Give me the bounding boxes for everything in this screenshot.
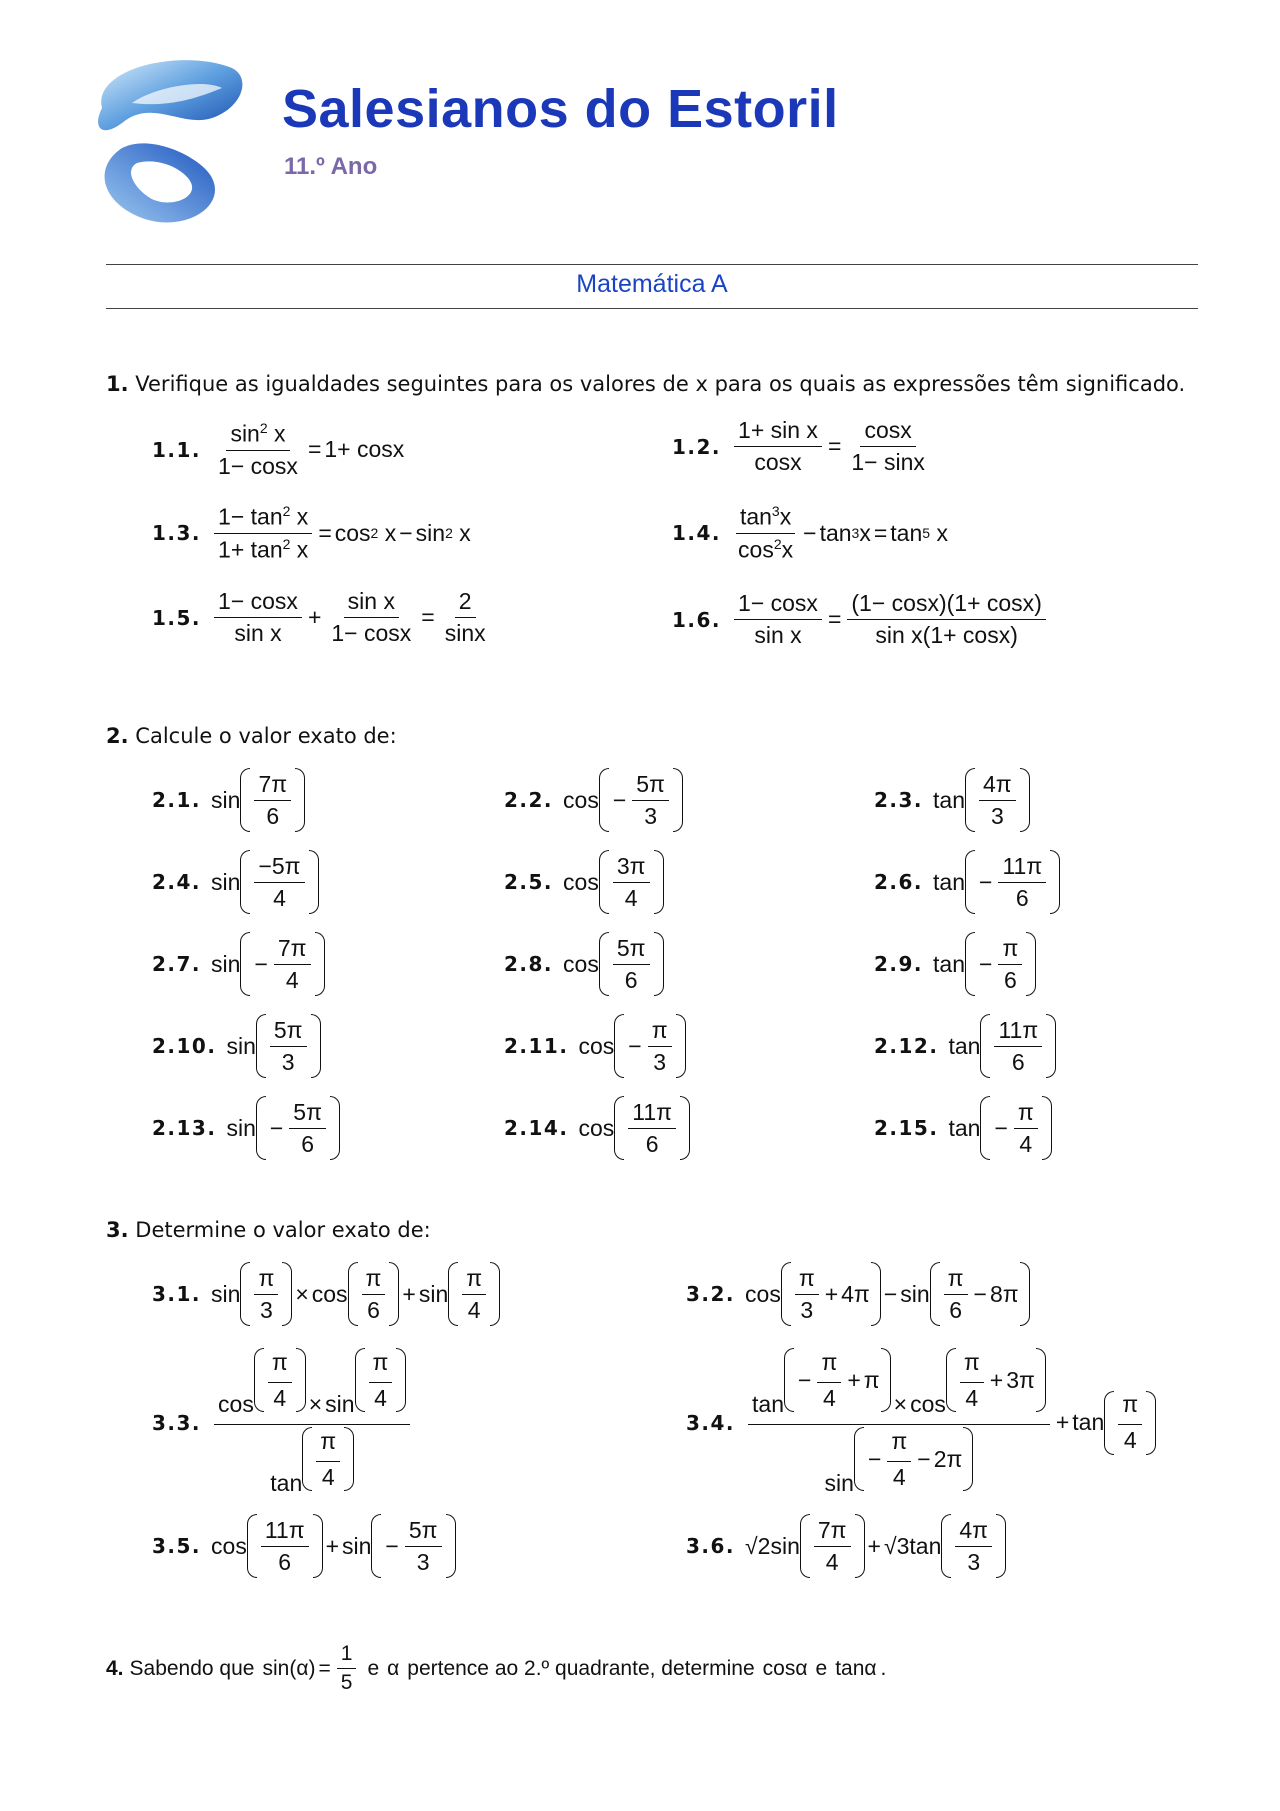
item-1-1: 1.1. $\frac{\sin^2 x}{1- \cos x}$ = 1+ cosx	[152, 420, 405, 479]
top-rule	[106, 264, 1198, 265]
item-1-3: 1.3. $\frac{1- \tan^2 x}{1+ \tan^2 x}$ = cos 2 x − sin 2 x	[152, 503, 471, 563]
item-1-4: 1.4. $\frac{\tan^3x}{\cos^2x}$ − tan 3 x = tan 5 x	[672, 503, 948, 563]
question-1	[106, 372, 1185, 396]
question-text: Verifique as igualdades seguintes para os valores de x para os quais as expressões têm significado.	[135, 372, 1186, 396]
item-3-2: 3.2. cos $\frac{\pi}{3}$ + 4π − sin $\frac{\pi}{6}$ − 8π	[686, 1262, 1030, 1326]
item-2-10: 2.10. sin $\frac{5\pi}{3}$	[152, 1014, 321, 1078]
question-text: Calcule o valor exato de:	[135, 724, 397, 748]
question-text: Sabendo que	[129, 1656, 255, 1680]
question-number: 2.	[106, 724, 129, 748]
item-1-5: 1.5. $\frac{1- \cos x}{\text{sin x}}$ + $\frac{\text{sin x}}{1- \cos x}$ = $\frac{2}{\sin x}$	[152, 588, 486, 646]
grade-label: 11.º Ano	[284, 153, 378, 180]
item-2-1: 2.1. sin $\frac{7\pi}{6}$	[152, 768, 305, 832]
item-3-3: 3.3. cos $\frac{\pi}{4}$ × sin $\frac{\pi}{4}$ tan $\frac{\pi}{4}$	[152, 1348, 413, 1497]
question-number: 4.	[106, 1656, 124, 1680]
question-4: 4. Sabendo que sin ( α ) = $\frac{1}{5}$ e α pertence ao 2.º quadrante, determine cosα e tanα .	[106, 1642, 887, 1694]
item-2-6: 2.6. tan − $\frac{11\pi}{6}$	[874, 850, 1060, 914]
item-2-7: 2.7. sin − $\frac{7\pi}{4}$	[152, 932, 325, 996]
item-2-2: 2.2. cos − $\frac{5\pi}{3}$	[504, 768, 683, 832]
question-number: 3.	[106, 1218, 129, 1242]
item-1-2: 1.2. $\frac{\text{1+ sin x}}{\cos x}$ = $\frac{\cos x}{1- \sin x}$	[672, 417, 925, 475]
question-text: Determine o valor exato de:	[135, 1218, 431, 1242]
question-number: 1.	[106, 372, 129, 396]
school-name: Salesianos do Estoril	[282, 79, 839, 139]
item-3-1: 3.1. sin $\frac{\pi}{3}$ × cos $\frac{\pi}{6}$ + sin $\frac{\pi}{4}$	[152, 1262, 500, 1326]
item-number: 1.3.	[152, 521, 202, 546]
item-2-4: 2.4. sin $\frac{-5\pi}{4}$	[152, 850, 319, 914]
question-2	[106, 724, 397, 748]
item-3-4: 3.4. tan − $\frac{\pi}{4}$ + π × cos $\frac{\pi}{4}$ + 3π sin − $\frac{\pi}{4}$ − 2π + tan $\frac{\pi}{4}$	[686, 1348, 1156, 1497]
item-number: 1.6.	[672, 607, 722, 632]
school-logo	[62, 38, 262, 238]
fraction: $\frac{\sin^2 x}{1- \cos x}$	[218, 420, 298, 479]
item-2-12: 2.12. tan $\frac{11\pi}{6}$	[874, 1014, 1056, 1078]
item-1-6: 1.6. $\frac{1- \cos x}{\text{sin x}}$ = $\frac{(1- \cos x)(1+ \cos x)}{\text{sin x(1+ cosx)}}$	[672, 590, 1049, 649]
item-2-9: 2.9. tan − $\frac{\pi}{6}$	[874, 932, 1036, 996]
item-number: 1.4.	[672, 521, 722, 546]
item-2-3: 2.3. tan $\frac{4\pi}{3}$	[874, 768, 1030, 832]
item-2-13: 2.13. sin − $\frac{5\pi}{6}$	[152, 1096, 340, 1160]
item-number: 1.1.	[152, 437, 202, 462]
bottom-rule	[106, 308, 1198, 309]
item-2-8: 2.8. cos $\frac{5\pi}{6}$	[504, 932, 664, 996]
item-3-6: 3.6. √2 sin $\frac{7\pi}{4}$ + √3 tan $\frac{4\pi}{3}$	[686, 1514, 1006, 1578]
item-3-5: 3.5. cos $\frac{11\pi}{6}$ + sin − $\frac{5\pi}{3}$	[152, 1514, 456, 1578]
item-2-11: 2.11. cos − $\frac{\pi}{3}$	[504, 1014, 686, 1078]
item-number: 1.5.	[152, 605, 202, 630]
subject-title: Matemática A	[576, 270, 728, 298]
question-3	[106, 1218, 431, 1242]
item-2-14: 2.14. cos $\frac{11\pi}{6}$	[504, 1096, 690, 1160]
item-number: 1.2.	[672, 434, 722, 459]
item-2-5: 2.5. cos $\frac{3\pi}{4}$	[504, 850, 664, 914]
item-2-15: 2.15. tan − $\frac{\pi}{4}$	[874, 1096, 1052, 1160]
